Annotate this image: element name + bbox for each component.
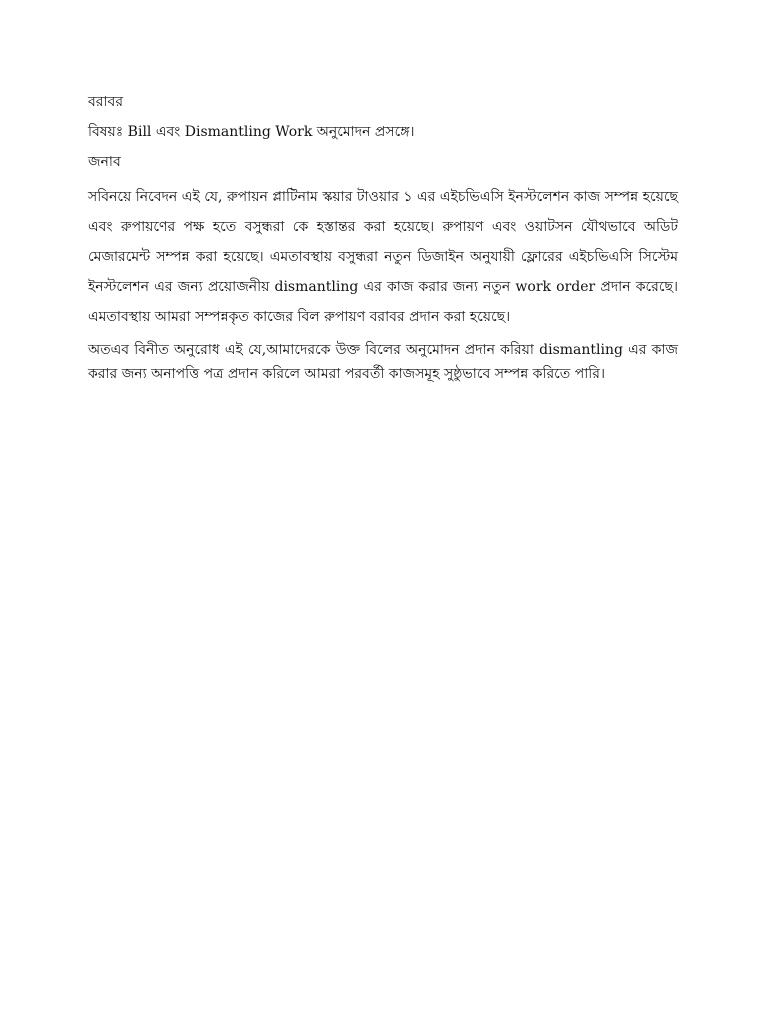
- greeting: জনাব: [88, 154, 121, 170]
- letter-body: [88, 92, 678, 386]
- paragraph-main: সবিনয়ে নিবেদন এই যে, রুপায়ন প্লাটিনাম স্কয়ার টাওয়ার ১ এর এইচভিএসি ইনস্টলেশন কাজ সম্পন্ন হয়েছে এবং রুপায়ণের পক্ষ হতে বসুন্ধরা কে হস্তান্তর করা হয়েছে। রুপায়ণ এবং ওয়াটসন যৌথভাবে অডিট মেজারমেন্ট সম্পন্ন করা হয়েছে। এমতাবস্থায় বসুন্ধরা নতুন ডিজাইন অনুযায়ী ফ্লোরের এইচভিএসি সিস্টেম ইনস্টলেশন এর জন্য প্রয়োজনীয় dismantling এর কাজ করার জন্য নতুন work order প্রদান করেছে। এমতাবস্থায় আমরা সম্পন্নকৃত কাজের বিল রুপায়ণ বরাবর প্রদান করা হয়েছে।: [88, 189, 678, 325]
- letter-subject: বিষয়ঃ Bill এবং Dismantling Work অনুমোদন প্রসঙ্গে।: [88, 124, 415, 140]
- salutation-to: বরাবর: [88, 94, 124, 110]
- paragraph-request: অতএব বিনীত অনুরোধ এই যে,আমাদেরকে উক্ত বিলের অনুমোদন প্রদান করিয়া dismantling এর কাজ করার জন্য অনাপত্তি পত্র প্রদান করিলে আমরা পরবর্তী কাজসমূহ সুষ্ঠুভাবে সম্পন্ন করিতে পারি।: [88, 342, 678, 382]
